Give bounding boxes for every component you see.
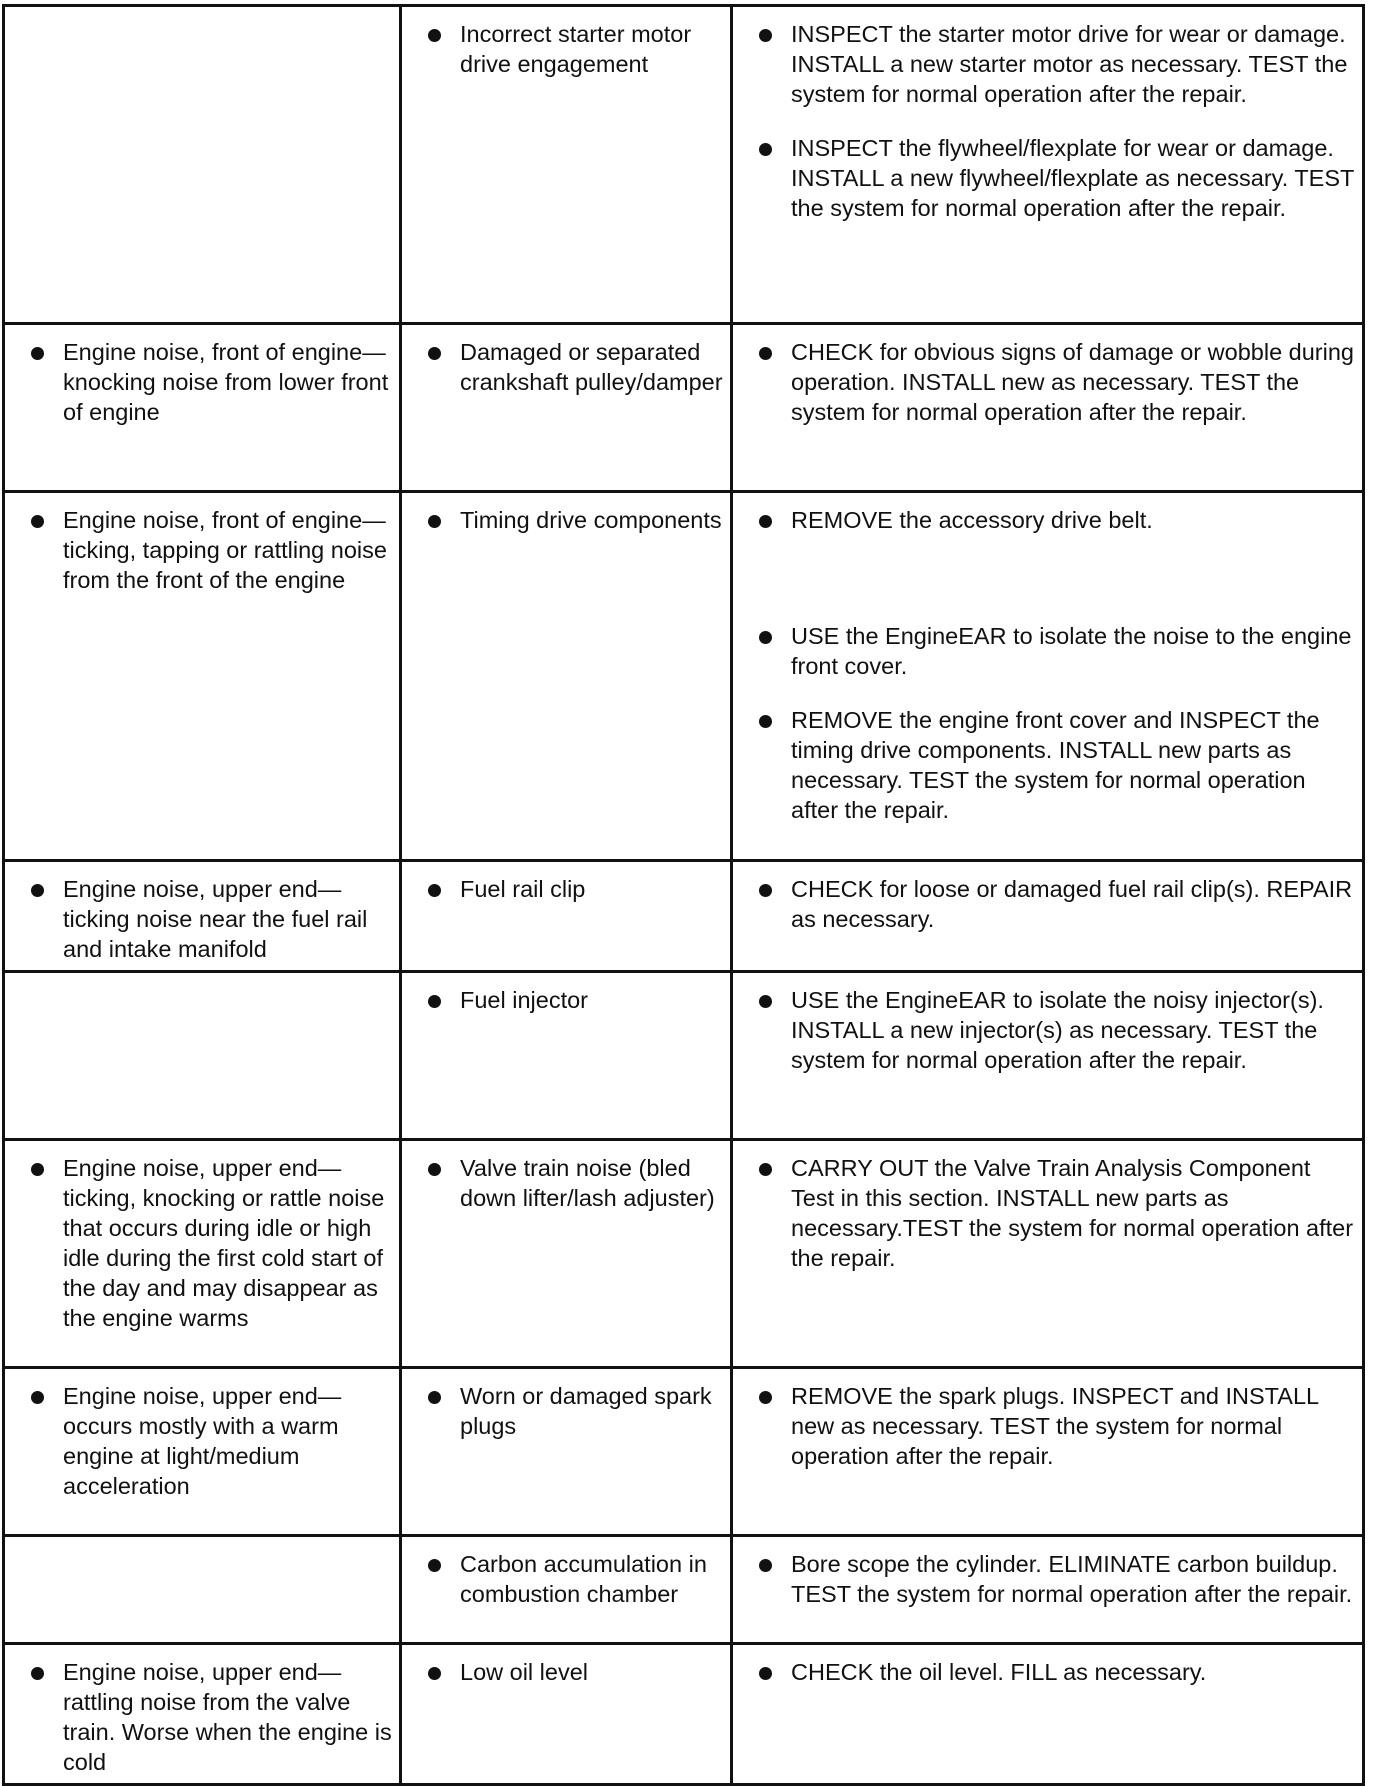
cause-cell (401, 861, 732, 972)
table-row (4, 1368, 1364, 1536)
cause-text: Incorrect starter motor drive engagement (402, 19, 724, 79)
symptom-cell (4, 1368, 401, 1536)
cause-cell (401, 6, 732, 324)
action-cell (732, 1368, 1364, 1536)
symptom-cell (4, 6, 401, 324)
cause-text: Carbon accumulation in combustion chamber (402, 1549, 724, 1609)
action-item: Bore scope the cylinder. ELIMINATE carbon buildup. TEST the system for normal operation after the repair. (733, 1549, 1356, 1609)
action-cell (732, 972, 1364, 1140)
cause-cell (401, 324, 732, 492)
symptom-text: Engine noise, front of engine— knocking noise from lower front of engine (5, 337, 393, 427)
action-item: CHECK for loose or damaged fuel rail clip(s). REPAIR as necessary. (733, 874, 1356, 934)
action-item: USE the EngineEAR to isolate the noise to the engine front cover. (733, 621, 1356, 681)
action-item: REMOVE the engine front cover and INSPECT the timing drive components. INSTALL new parts as necessary. TEST the system for normal operation after the repair. (733, 705, 1356, 825)
table-row (4, 1536, 1364, 1644)
symptom-cell (4, 861, 401, 972)
action-item: REMOVE the spark plugs. INSPECT and INSTALL new as necessary. TEST the system for normal operation after the repair. (733, 1381, 1356, 1471)
cause-text: Damaged or separated crankshaft pulley/damper (402, 337, 724, 397)
action-cell (732, 324, 1364, 492)
cause-text: Fuel injector (402, 985, 724, 1015)
cause-text: Fuel rail clip (402, 874, 724, 904)
table-row (4, 324, 1364, 492)
cause-cell (401, 1644, 732, 1785)
symptom-cell (4, 492, 401, 861)
cause-text: Worn or damaged spark plugs (402, 1381, 724, 1441)
cause-cell (401, 492, 732, 861)
action-cell (732, 492, 1364, 861)
table-row (4, 1644, 1364, 1785)
action-item: CHECK for obvious signs of damage or wobble during operation. INSTALL new as necessary. TEST the system for normal operation after the repair. (733, 337, 1356, 427)
action-item: USE the EngineEAR to isolate the noisy injector(s). INSTALL a new injector(s) as necessary. TEST the system for normal operation after the repair. (733, 985, 1356, 1075)
action-item: INSPECT the starter motor drive for wear or damage. INSTALL a new starter motor as necessary. TEST the system for normal operation after the repair. (733, 19, 1356, 109)
symptom-text: Engine noise, upper end— rattling noise from the valve train. Worse when the engine is cold (5, 1657, 393, 1777)
symptom-chart-table (2, 4, 1365, 1786)
action-cell (732, 1644, 1364, 1785)
cause-cell (401, 972, 732, 1140)
cause-text: Timing drive components (402, 505, 724, 535)
action-item: INSPECT the flywheel/flexplate for wear or damage. INSTALL a new flywheel/flexplate as necessary. TEST the system for normal operation after the repair. (733, 133, 1356, 223)
symptom-cell (4, 1140, 401, 1368)
table-row (4, 972, 1364, 1140)
table-row (4, 492, 1364, 861)
symptom-cell (4, 1644, 401, 1785)
symptom-text: Engine noise, upper end— occurs mostly with a warm engine at light/medium acceleration (5, 1381, 393, 1501)
action-cell (732, 861, 1364, 972)
table-row (4, 861, 1364, 972)
action-cell (732, 1536, 1364, 1644)
action-item: CHECK the oil level. FILL as necessary. (733, 1657, 1356, 1687)
symptom-cell (4, 324, 401, 492)
table-row (4, 6, 1364, 324)
symptom-cell (4, 1536, 401, 1644)
cause-cell (401, 1140, 732, 1368)
cause-text: Valve train noise (bled down lifter/lash adjuster) (402, 1153, 724, 1213)
table-row (4, 1140, 1364, 1368)
cause-cell (401, 1536, 732, 1644)
cause-cell (401, 1368, 732, 1536)
action-item: REMOVE the accessory drive belt. (733, 505, 1356, 535)
symptom-text: Engine noise, front of engine— ticking, tapping or rattling noise from the front of the engine (5, 505, 393, 595)
symptom-cell (4, 972, 401, 1140)
action-cell (732, 6, 1364, 324)
cause-text: Low oil level (402, 1657, 724, 1687)
action-item: CARRY OUT the Valve Train Analysis Component Test in this section. INSTALL new parts as necessary.TEST the system for normal operation after the repair. (733, 1153, 1356, 1273)
action-cell (732, 1140, 1364, 1368)
symptom-text: Engine noise, upper end— ticking, knocking or rattle noise that occurs during idle or high idle during the first cold start of the day and may disappear as the engine warms (5, 1153, 393, 1333)
symptom-text: Engine noise, upper end— ticking noise near the fuel rail and intake manifold (5, 874, 393, 964)
